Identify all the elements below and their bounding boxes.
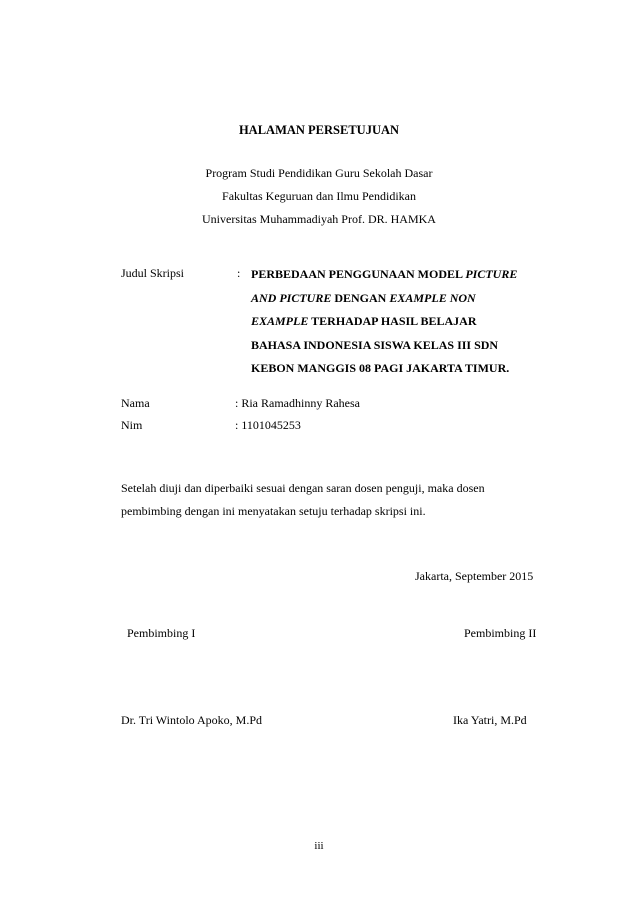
thesis-title [251,266,517,384]
thesis-title-segment: DENGAN [331,290,390,305]
thesis-title-segment: BAHASA INDONESIA SISWA KELAS III SDN [251,337,499,352]
name-value: : Ria Ramadhinny Rahesa [235,396,360,410]
page-number: iii [314,840,324,852]
thesis-title-line [251,313,517,337]
thesis-title-segment: PERBEDAAN PENGGUNAAN MODEL [251,267,466,281]
thesis-title-colon: : [237,266,241,280]
thesis-title-line [251,266,517,290]
nim-label: Nim [121,418,143,432]
thesis-title-segment: KEBON MANGGIS 08 PAGI JAKARTA TIMUR. [251,361,510,376]
thesis-title-label: Judul Skripsi [121,266,185,280]
thesis-title-segment: TERHADAP HASIL BELAJAR [308,314,477,329]
approval-statement-line: Setelah diuji dan diperbaiki sesuai dengan saran dosen penguji, maka dosen [121,481,485,495]
university: Universitas Muhammadiyah Prof. DR. HAMKA [202,212,436,226]
thesis-title-line [251,337,517,361]
thesis-title-line [251,360,517,384]
thesis-title-segment: PICTURE [465,267,518,281]
supervisor-2-name: Ika Yatri, M.Pd [453,713,527,727]
faculty: Fakultas Keguruan dan Ilmu Pendidikan [222,189,416,203]
thesis-title-segment: AND PICTURE [251,290,332,305]
place-date: Jakarta, September 2015 [415,569,534,583]
name-label: Nama [121,396,150,410]
thesis-title-line [251,290,517,314]
supervisor-1-label: Pembimbing I [127,626,196,640]
supervisor-1-name: Dr. Tri Wintolo Apoko, M.Pd [121,713,262,727]
study-program: Program Studi Pendidikan Guru Sekolah Dasar [205,166,433,180]
thesis-title-segment: EXAMPLE [251,314,309,329]
page-title: HALAMAN PERSETUJUAN [238,123,400,137]
thesis-title-segment: EXAMPLE NON [389,290,476,305]
approval-statement-line: pembimbing dengan ini menyatakan setuju terhadap skripsi ini. [121,504,426,518]
supervisor-2-label: Pembimbing II [464,626,537,640]
nim-value: : 1101045253 [235,418,301,432]
